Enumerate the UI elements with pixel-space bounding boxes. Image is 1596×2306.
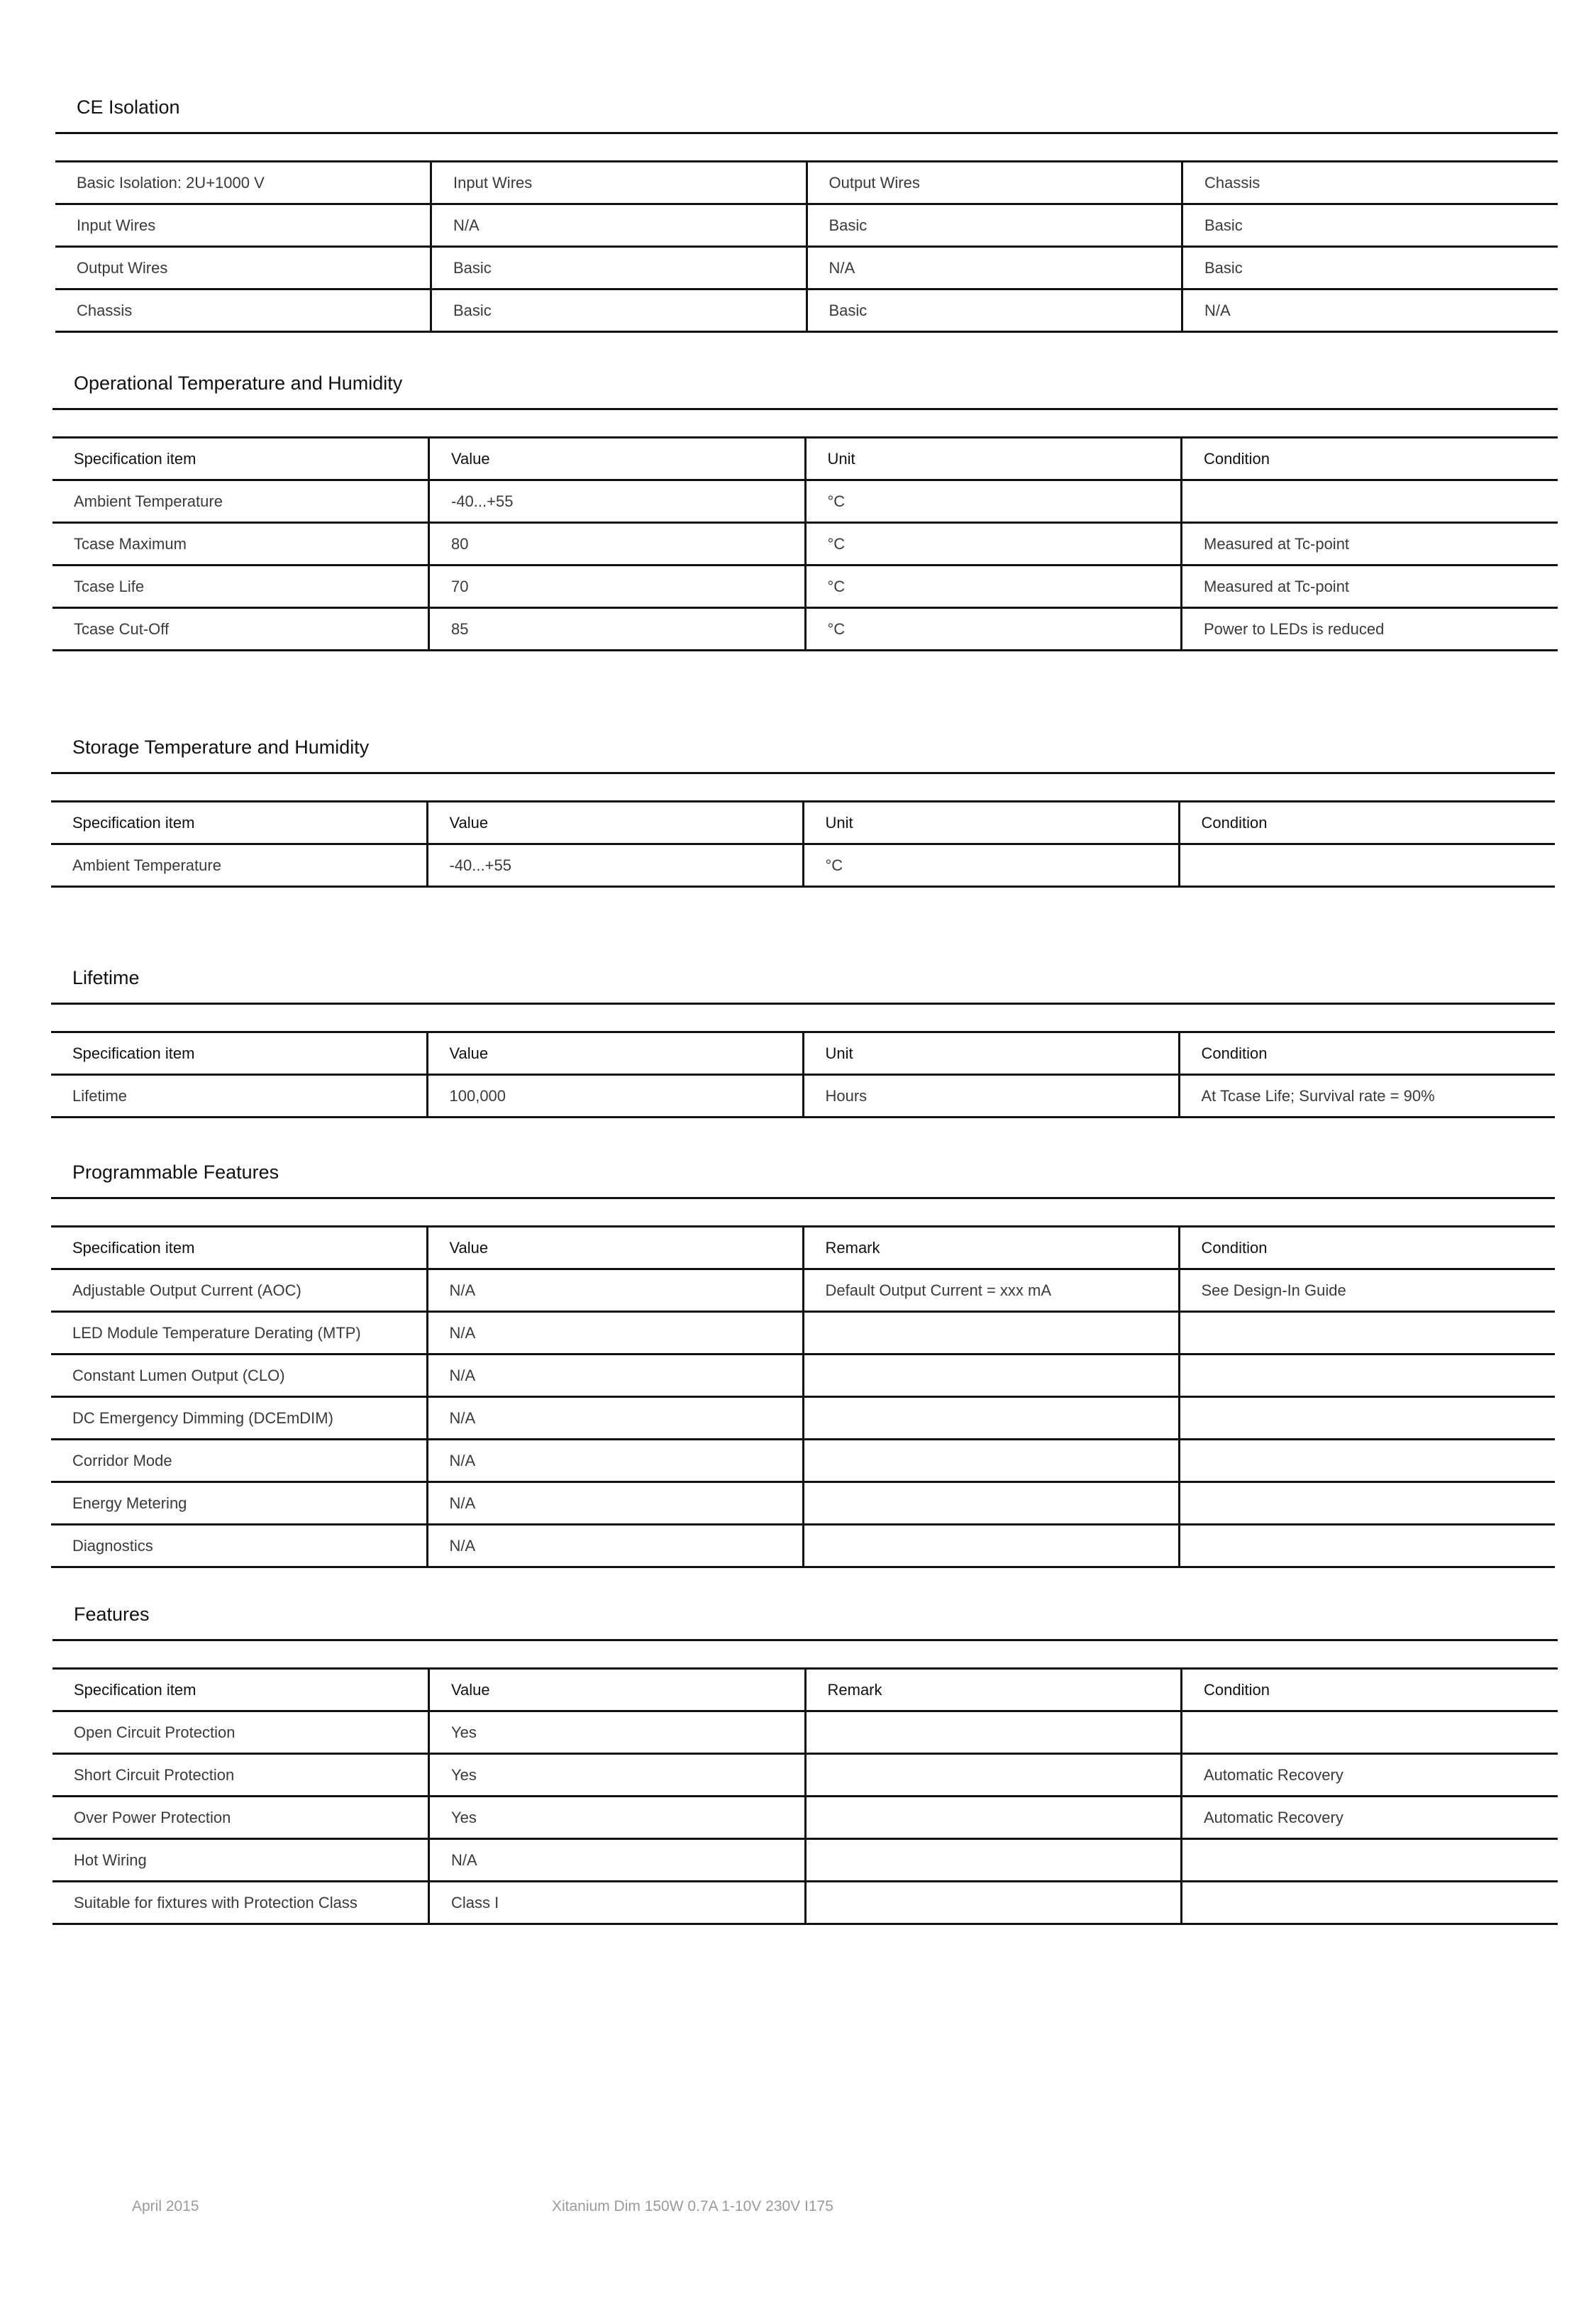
table-cell: Input Wires [431,162,807,204]
table-cell: Adjustable Output Current (AOC) [51,1269,427,1312]
table-cell: Tcase Maximum [52,523,429,566]
table-cell: Input Wires [55,204,431,247]
table-header-cell: Specification item [52,1669,429,1711]
table-cell: Ambient Temperature [51,844,427,887]
footer-product: Xitanium Dim 150W 0.7A 1-10V 230V I175 [552,2198,833,2214]
table-cell [803,1525,1179,1567]
features-header [52,1669,1558,1711]
table-cell: Ambient Temperature [52,480,429,523]
table-header-row [51,802,1555,844]
table-row [55,204,1558,247]
table-row [51,1075,1555,1118]
table-cell [1179,1440,1555,1482]
table-cell: Constant Lumen Output (CLO) [51,1355,427,1397]
table-row [55,162,1558,204]
table-row [52,1839,1558,1882]
table-header-cell: Unit [805,438,1182,480]
table-header-cell: Value [427,1032,803,1075]
section-features [52,1589,1558,1925]
table-cell: N/A [427,1525,803,1567]
table-cell [1179,1355,1555,1397]
table-cell: 80 [429,523,806,566]
table-cell: Basic [807,204,1182,247]
table-cell: Power to LEDs is reduced [1182,608,1558,651]
table-cell: Output Wires [55,247,431,289]
operational-table [52,436,1558,651]
table-cell: N/A [429,1839,806,1882]
table-cell [803,1312,1179,1355]
table-cell: Automatic Recovery [1182,1754,1558,1797]
table-header-cell: Condition [1179,1032,1555,1075]
section-title-programmable: Programmable Features [51,1147,1555,1199]
section-title-ce-isolation: CE Isolation [55,82,1558,134]
table-cell: N/A [427,1397,803,1440]
table-cell [803,1355,1179,1397]
section-title-storage: Storage Temperature and Humidity [51,722,1555,774]
table-cell: Basic [1182,247,1558,289]
table-header-cell: Value [427,1227,803,1269]
storage-header [51,802,1555,844]
table-row [52,480,1558,523]
footer-date: April 2015 [132,2198,199,2214]
table-row [52,523,1558,566]
table-header-cell: Value [429,1669,806,1711]
table-header-cell: Remark [803,1227,1179,1269]
table-header-row [52,1669,1558,1711]
table-cell: N/A [427,1355,803,1397]
table-cell [1179,844,1555,887]
table-row [52,1754,1558,1797]
table-cell: At Tcase Life; Survival rate = 90% [1179,1075,1555,1118]
table-cell [805,1797,1182,1839]
section-lifetime [51,953,1555,1118]
table-cell [1182,1839,1558,1882]
table-cell: Measured at Tc-point [1182,523,1558,566]
table-cell [805,1754,1182,1797]
table-cell: °C [805,480,1182,523]
table-cell: Basic [431,289,807,332]
table-cell: Yes [429,1754,806,1797]
table-cell: °C [805,523,1182,566]
table-cell [1179,1312,1555,1355]
table-cell: -40...+55 [429,480,806,523]
table-cell: Class I [429,1882,806,1924]
table-cell: 100,000 [427,1075,803,1118]
table-cell: Open Circuit Protection [52,1711,429,1754]
table-header-cell: Condition [1182,438,1558,480]
table-row [51,1440,1555,1482]
table-cell: Hot Wiring [52,1839,429,1882]
table-cell: Over Power Protection [52,1797,429,1839]
lifetime-body [51,1075,1555,1118]
table-row [52,1711,1558,1754]
table-cell: LED Module Temperature Derating (MTP) [51,1312,427,1355]
table-cell: Basic [807,289,1182,332]
table-cell [1182,1711,1558,1754]
table-cell: N/A [431,204,807,247]
lifetime-header [51,1032,1555,1075]
table-cell: °C [805,566,1182,608]
table-header-cell: Specification item [51,802,427,844]
table-cell [805,1882,1182,1924]
table-cell [1182,480,1558,523]
table-cell: N/A [427,1269,803,1312]
table-cell: DC Emergency Dimming (DCEmDIM) [51,1397,427,1440]
table-cell: Default Output Current = xxx mA [803,1269,1179,1312]
table-cell: N/A [427,1312,803,1355]
table-row [52,566,1558,608]
table-header-row [51,1032,1555,1075]
table-cell [803,1397,1179,1440]
table-row [55,247,1558,289]
table-row [51,844,1555,887]
table-cell [803,1482,1179,1525]
table-row [51,1312,1555,1355]
table-cell: Basic Isolation: 2U+1000 V [55,162,431,204]
table-header-cell: Specification item [51,1227,427,1269]
table-cell: Lifetime [51,1075,427,1118]
ce-isolation-body [55,162,1558,332]
table-header-cell: Specification item [51,1032,427,1075]
table-header-cell: Condition [1182,1669,1558,1711]
table-row [51,1269,1555,1312]
table-cell [805,1839,1182,1882]
table-header-cell: Condition [1179,1227,1555,1269]
table-cell: Basic [431,247,807,289]
programmable-header [51,1227,1555,1269]
section-title-operational: Operational Temperature and Humidity [52,358,1558,410]
table-cell: See Design-In Guide [1179,1269,1555,1312]
table-cell: Suitable for fixtures with Protection Class [52,1882,429,1924]
table-header-cell: Value [427,802,803,844]
section-programmable [51,1147,1555,1568]
table-header-cell: Remark [805,1669,1182,1711]
table-row [51,1525,1555,1567]
table-header-cell: Value [429,438,806,480]
table-cell: Yes [429,1711,806,1754]
table-cell: Output Wires [807,162,1182,204]
table-cell: Basic [1182,204,1558,247]
programmable-body [51,1269,1555,1567]
table-cell: -40...+55 [427,844,803,887]
table-cell: N/A [807,247,1182,289]
table-cell: Chassis [55,289,431,332]
table-cell: Short Circuit Protection [52,1754,429,1797]
table-row [52,1882,1558,1924]
table-cell [803,1440,1179,1482]
table-header-row [52,438,1558,480]
section-storage [51,722,1555,888]
section-ce-isolation [55,82,1558,333]
table-row [52,1797,1558,1839]
storage-body [51,844,1555,887]
table-cell: Automatic Recovery [1182,1797,1558,1839]
programmable-table [51,1225,1555,1568]
table-cell: Chassis [1182,162,1558,204]
storage-table [51,800,1555,888]
table-cell [1179,1525,1555,1567]
table-row [51,1355,1555,1397]
table-cell: 70 [429,566,806,608]
table-row [51,1482,1555,1525]
operational-header [52,438,1558,480]
table-cell: N/A [427,1440,803,1482]
table-cell [1179,1397,1555,1440]
section-title-lifetime: Lifetime [51,953,1555,1005]
features-body [52,1711,1558,1924]
table-header-cell: Unit [803,802,1179,844]
table-cell: Tcase Cut-Off [52,608,429,651]
operational-body [52,480,1558,651]
table-header-cell: Specification item [52,438,429,480]
table-cell [1179,1482,1555,1525]
table-cell: Diagnostics [51,1525,427,1567]
table-cell: 85 [429,608,806,651]
table-cell: Yes [429,1797,806,1839]
table-cell: Hours [803,1075,1179,1118]
table-cell: Corridor Mode [51,1440,427,1482]
table-cell: Measured at Tc-point [1182,566,1558,608]
table-cell: Energy Metering [51,1482,427,1525]
table-cell [1182,1882,1558,1924]
table-cell: °C [805,608,1182,651]
section-title-features: Features [52,1589,1558,1641]
table-row [52,608,1558,651]
table-cell: Tcase Life [52,566,429,608]
lifetime-table [51,1031,1555,1118]
table-cell [805,1711,1182,1754]
table-row [55,289,1558,332]
table-header-cell: Condition [1179,802,1555,844]
table-row [51,1397,1555,1440]
features-table [52,1667,1558,1925]
table-cell: N/A [427,1482,803,1525]
table-header-row [51,1227,1555,1269]
section-operational [52,358,1558,651]
table-header-cell: Unit [803,1032,1179,1075]
ce-isolation-table [55,160,1558,333]
table-cell: °C [803,844,1179,887]
table-cell: N/A [1182,289,1558,332]
